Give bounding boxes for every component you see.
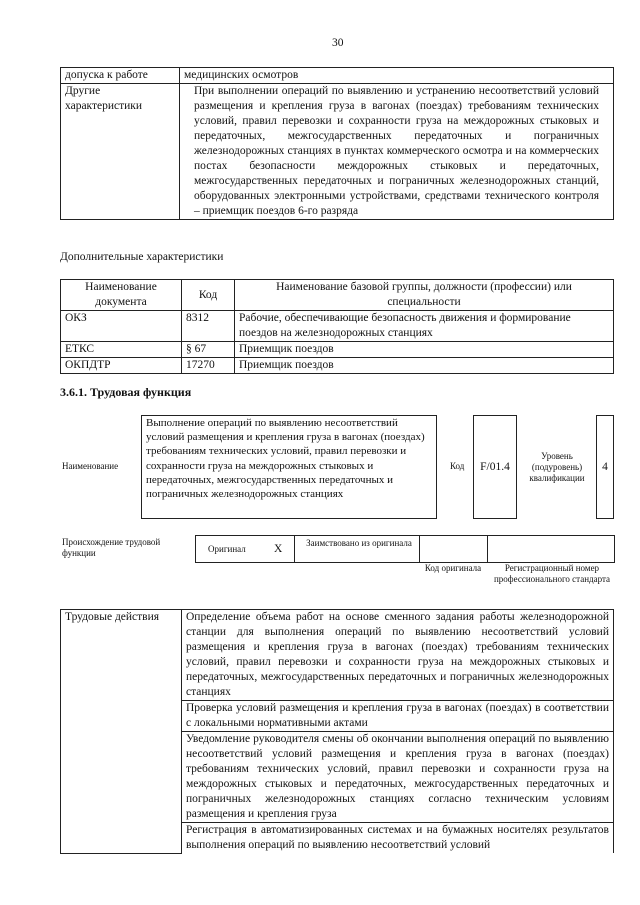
borrowed-label: Заимствовано из оригинала [306,538,412,548]
table-header-row [61,280,614,311]
table-cell: 8312 [182,311,235,342]
additional-title: Дополнительные характеристики [60,251,224,263]
column-header: Наименование документа [61,280,182,311]
function-name: Выполнение операций по выявлению несоответствий условий размещения и крепления груза в вагонах (поездах) требованиям технических условий, правил перевозки и сохранности груза на междорожных стыковых и передаточных, межгосударственных передаточных и пограничных железнодорожных станциях [141,415,437,519]
action-item: Проверка условий размещения и крепления груза в вагонах (поездах) в соответствии с локальными нормативными актами [182,701,614,732]
table-cell: При выполнении операций по выявлению и устранению несоответствий условий размещения и крепления груза в вагонах (поездах) требованиям технических условий, правил перевозки и сохранности груза на междорожных стыковых и передаточных, межгосударственных передаточных и пограничных железнодорожных станциях в пунктах коммерческого осмотра и на коммерческих постах безопасности междорожных стыковых и передаточных, межгосударственных передаточных и пограничных железнодорожных станций, оборудованных электронными устройствами, средствами технического контроля – приемщик поездов 6-го разряда [180,84,614,220]
table-cell: медицинских осмотров [180,68,614,84]
table-cell: ОКЗ [61,311,182,342]
origin-row [195,535,615,563]
original-mark: X [274,543,283,555]
divider [419,536,420,562]
table-cell: допуска к работе [61,68,180,84]
function-code: F/01.4 [473,415,517,519]
table-row [61,311,614,342]
original-label: Оригинал [208,544,246,554]
top-table [60,67,614,220]
section-title: 3.6.1. Трудовая функция [60,385,192,399]
action-item: Определение объема работ на основе сменного задания работы железнодорожной станции для выполнения операций по выявлению несоответствий условий размещения и крепления груза в вагонах (поездах) требованиям технических условий, правил перевозки и сохранности груза на междорожных стыковых и передаточных, межгосударственных передаточных и пограничных железнодорожных станциях [182,610,614,701]
actions-label: Трудовые действия [61,610,182,854]
reg-caption: Регистрационный номер профессионального стандарта [493,563,611,584]
table-row [61,342,614,358]
table-cell: Другие характеристики [61,84,180,220]
table-row [61,358,614,374]
table-row [61,84,614,220]
table-row [61,68,614,84]
divider [487,536,488,562]
additional-table [60,279,614,374]
table-cell: § 67 [182,342,235,358]
table-cell: 17270 [182,358,235,374]
name-label: Наименование [62,461,119,471]
level-value: 4 [596,415,614,519]
action-item: Регистрация в автоматизированных системах и на бумажных носителях результатов выполнения операций по выявлению несоответствий условий [182,823,614,854]
action-item: Уведомление руководителя смены об окончании выполнения операций по выявлению несоответствий условий размещения и крепления груза в вагонах (поездах) требованиям технических условий, правил перевозки и сохранности груза на междорожных стыковых и передаточных, межгосударственных передаточных и пограничных железнодорожных станциях согласно техническим условиям размещения и крепления груза [182,732,614,823]
actions-table [60,609,614,854]
table-cell: Приемщик поездов [235,342,614,358]
table-cell: Приемщик поездов [235,358,614,374]
origin-label: Происхождение трудовой функции [62,537,161,558]
code-label: Код [450,461,465,471]
table-cell: Рабочие, обеспечивающие безопасность движения и формирование поездов на железнодорожных станциях [235,311,614,342]
table-cell: ЕТКС [61,342,182,358]
column-header: Код [182,280,235,311]
code-caption: Код оригинала [424,563,482,573]
level-label: Уровень (подуровень) квалификации [529,451,585,483]
divider [294,536,295,562]
page-number: 30 [332,37,344,49]
table-cell: ОКПДТР [61,358,182,374]
table-row [61,610,614,701]
column-header: Наименование базовой группы, должности (профессии) или специальности [235,280,614,311]
